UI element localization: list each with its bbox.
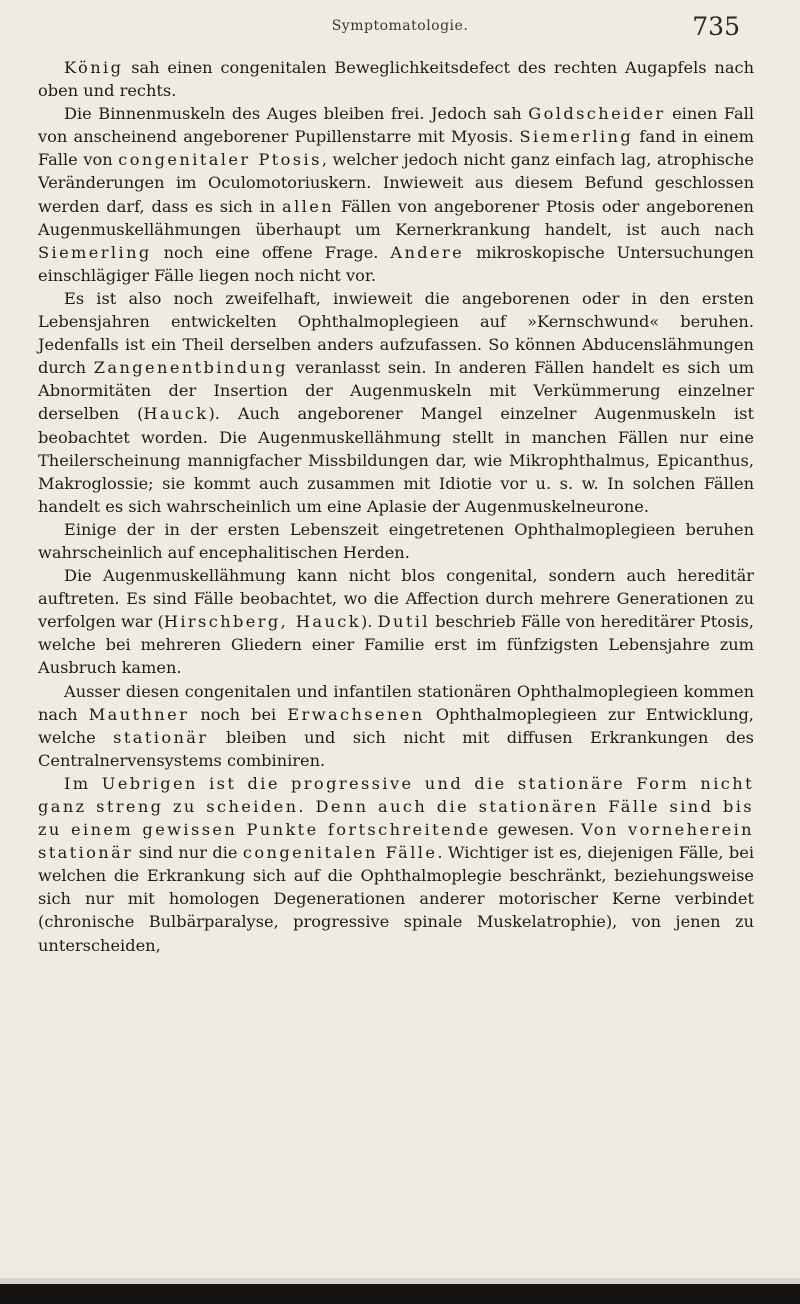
text-run: ). Auch angeborener Mangel einzelner Augenmuskeln ist beobachtet worden. Die Augenmuskellähmung stellt in manchen Fällen nur eine Theilerscheinung mannigfacher Missbildungen dar, wie Mikrophthalmus, Epicanthus, Makroglossie; sie kommt auch zusammen mit Idiotie vor u. s. w. In solchen Fällen handelt es sich wahrscheinlich um eine Aplasie der Augenmuskelneurone.: [38, 404, 754, 516]
paragraph: [38, 102, 754, 287]
spaced-name: Hirschberg, Hauck: [163, 612, 361, 632]
text-run: Fällen von angeborener Ptosis oder angeborenen Augenmuskellähmungen überhaupt um Kernerkrankung handelt, ist auch nach: [38, 196, 754, 239]
spaced-name: Im Uebrigen ist die progressive und die stationäre Form nicht ganz streng zu scheiden. Denn auch die stationären Fälle sind bis zu einem gewissen Punkte fortschreitende: [38, 773, 754, 840]
scan-edge-bar: [0, 1284, 800, 1304]
body-text: [38, 56, 754, 957]
spaced-name: Mauthner: [88, 704, 190, 724]
text-run: Ausser diesen congenitalen und infantilen stationären Ophthalmoplegieen kommen nach: [38, 681, 754, 724]
spaced-name: Erwachsenen: [287, 704, 425, 724]
paragraph: [38, 564, 754, 679]
text-run: ).: [360, 612, 378, 632]
text-run: fand in einem Falle von: [38, 127, 754, 170]
spaced-name: Andere: [390, 242, 465, 262]
text-run: , welcher jedoch nicht ganz einfach lag, atrophische Veränderungen im Oculomotoriuskern. Inwieweit aus diesem Befund geschlossen werden darf, dass es sich in: [38, 150, 754, 216]
text-run: noch bei: [189, 704, 288, 724]
spaced-name: Von vorneherein stationär: [38, 820, 754, 863]
text-run: sah einen congenitalen Beweglichkeitsdefect des rechten Augapfels nach oben und rechts.: [38, 58, 754, 101]
page-number: 735: [692, 12, 740, 41]
text-run: gewesen.: [490, 820, 582, 840]
text-run: beschrieb Fälle von hereditärer Ptosis, welche bei mehreren Gliedern einer Familie erst im fünfzigsten Lebensjahre zum Ausbruch kamen.: [38, 612, 754, 678]
running-title: Symptomatologie.: [331, 18, 469, 34]
spaced-name: König: [64, 58, 124, 77]
paragraph: [38, 56, 754, 102]
paragraph: [38, 287, 754, 518]
text-run: Die Augenmuskellähmung kann nicht blos congenital, sondern auch hereditär auftreten. Es sind Fälle beobachtet, wo die Affection durch mehrere Generationen zu verfolgen war (: [38, 566, 754, 632]
text-run: Ophthalmoplegieen zur Entwicklung, welche: [38, 704, 754, 747]
paragraph: [38, 518, 754, 564]
text-run: bleiben und sich nicht mit diffusen Erkrankungen des Centralnervensystems combiniren.: [38, 727, 754, 770]
spaced-name: Dutil: [377, 612, 430, 632]
spaced-name: Goldscheider: [528, 104, 666, 124]
text-run: Einige der in der ersten Lebenszeit eingetretenen Ophthalmoplegieen beruhen wahrscheinlich auf encephalitischen Herden.: [38, 519, 754, 562]
spaced-name: Hauck: [143, 404, 209, 424]
text-run: . Wichtiger ist es, diejenigen Fälle, bei welchen die Erkrankung sich auf die Ophthalmoplegie beschränkt, beziehungsweise sich nur mit homologen Degenerationen anderer motorischer Kerne verbindet (chronische Bulbärparalyse, progressive spinale Muskelatrophie), von jenen zu unterscheiden,: [38, 843, 754, 955]
paragraph: [38, 680, 754, 772]
text-run: sind nur die: [133, 843, 243, 863]
spaced-name: Siemerling: [519, 127, 634, 147]
spaced-name: stationär: [113, 727, 209, 747]
spaced-name: allen: [282, 196, 335, 216]
spaced-name: Siemerling: [38, 242, 152, 262]
text-run: einen Fall von anscheinend angeborener Pupillenstarre mit Myosis.: [38, 104, 754, 147]
spaced-name: Zangenentbindung: [93, 358, 288, 378]
spaced-name: congenitaler Ptosis: [118, 150, 322, 170]
text-run: mikroskopische Untersuchungen einschlägiger Fälle liegen noch nicht vor.: [38, 242, 754, 285]
text-run: veranlasst sein. In anderen Fällen handelt es sich um Abnormitäten der Insertion der Augenmuskeln mit Verkümmerung einzelner derselben (: [38, 358, 754, 424]
text-run: noch eine offene Frage.: [151, 242, 391, 262]
text-run: Die Binnenmuskeln des Auges bleiben frei. Jedoch sah: [64, 104, 529, 124]
text-run: Es ist also noch zweifelhaft, inwieweit die angeborenen oder in den ersten Lebensjahren entwickelten Ophthalmoplegieen auf »Kernschwund« beruhen. Jedenfalls ist ein Theil derselben anders aufzufassen. So können Abducenslähmungen durch: [38, 288, 754, 378]
paragraph: [38, 772, 754, 957]
spaced-name: congenitalen Fälle: [242, 843, 438, 863]
page-header: [0, 12, 800, 48]
